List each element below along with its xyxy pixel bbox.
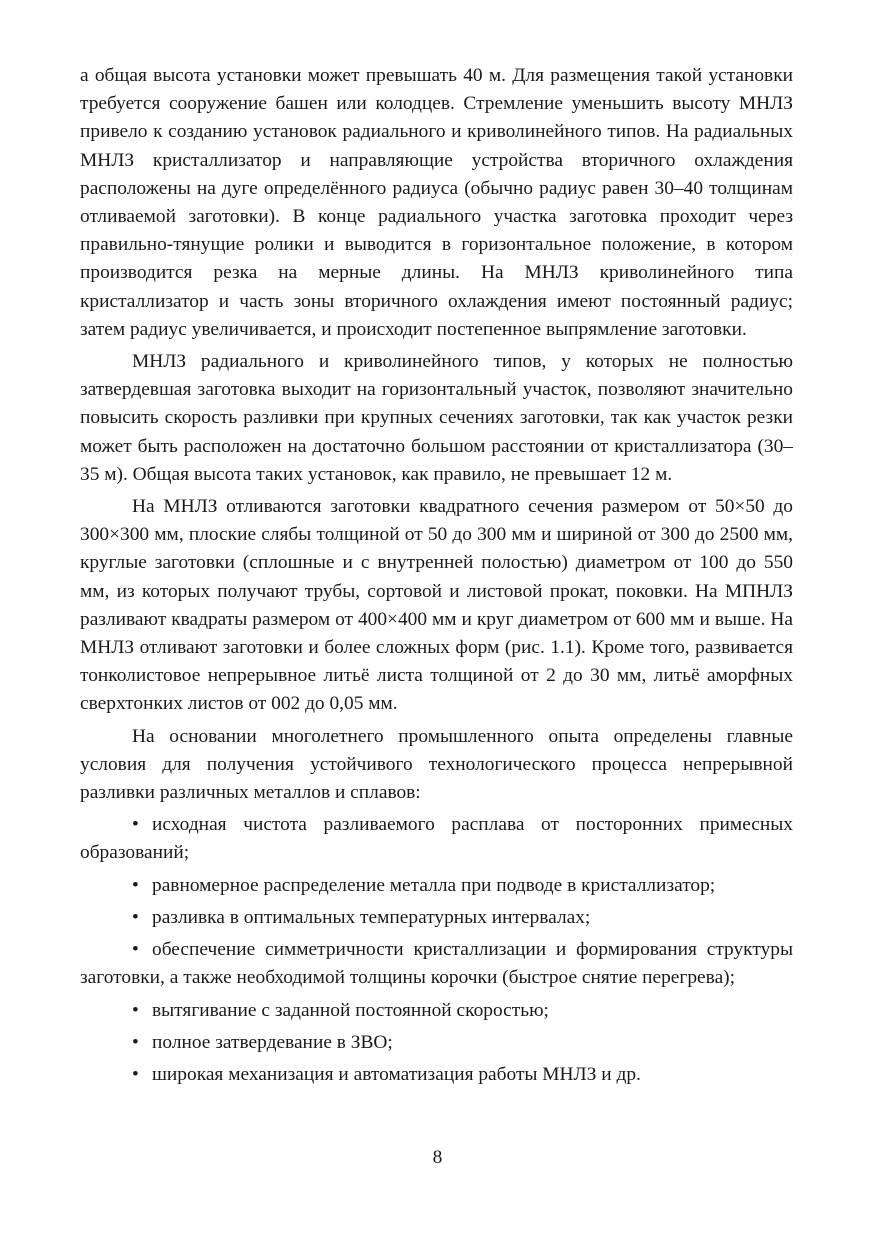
conditions-list [80,811,793,1089]
list-item-text: разливка в оптимальных температурных интервалах; [152,906,591,928]
list-item [80,936,793,992]
list-item-text: широкая механизация и автоматизация работы МНЛЗ и др. [152,1063,641,1085]
bullet-icon: • [132,939,139,961]
bullet-icon: • [132,814,139,836]
list-item-text: полное затвердевание в ЗВО; [152,1031,393,1053]
bullet-icon: • [132,874,139,896]
paragraph-continuation: а общая высота установки может превышать 40 м. Для размещения такой установки требуется сооружение башен или колодцев. Стремление уменьшить высоту МНЛЗ привело к созданию установок радиального и криволинейного типов. На радиальных МНЛЗ кристаллизатор и направляющие устройства вторичного охлаждения расположены на дуге определённого радиуса (обычно радиус равен 30–40 толщинам отливаемой заготовки). В конце радиального участка заготовка проходит через правильно-тянущие ролики и выводится в горизонтальное положение, в котором производится резка на мерные длины. На МНЛЗ криволинейного типа кристаллизатор и часть зоны вторичного охлаждения имеют постоянный радиус; затем радиус увеличивается, и происходит постепенное выпрямление заготовки. [80,65,793,340]
paragraph-billet-sizes: На МНЛЗ отливаются заготовки квадратного сечения размером от 50×50 до 300×300 мм, плоские слябы толщиной от 50 до 300 мм и шириной от 300 до 2500 мм, круглые заготовки (сплошные и с внутренней полостью) диаметром от 100 до 550 мм, из которых получают трубы, сортовой и листовой прокат, поковки. На МПНЛЗ разливают квадраты размером от 400×400 мм и круг диаметром от 600 мм и выше. На МНЛЗ отливают заготовки и более сложных форм (рис. 1.1). Кроме того, развивается тонколистовое непрерывное литьё листа толщиной от 2 до 30 мм, литьё аморфных сверхтонких листов от 002 до 0,05 мм. [80,496,793,715]
bullet-icon: • [132,1063,139,1085]
paragraph-radial-types: МНЛЗ радиального и криволинейного типов, у которых не полностью затвердевшая заготовка выходит на горизонтальный участок, позволяют значительно повысить скорость разливки при крупных сечениях заготовки, так как участок резки может быть расположен на достаточно большом расстоянии от кристаллизатора (30–35 м). Общая высота таких установок, как правило, не превышает 12 м. [80,351,793,485]
page-number: 8 [432,1147,443,1168]
page-body [80,62,793,1093]
list-item-text: равномерное распределение металла при подводе в кристаллизатор; [152,874,716,896]
list-item [80,811,793,867]
bullet-icon: • [132,999,139,1021]
list-item-text: обеспечение симметричности кристаллизации и формирования структуры заготовки, а также необходимой толщины корочки (быстрое снятие перегрева); [80,939,793,989]
list-item [80,1061,793,1089]
bullet-icon: • [132,1031,139,1053]
list-item [80,997,793,1025]
list-item [80,1029,793,1057]
list-item [80,904,793,932]
paragraph-conditions-intro: На основании многолетнего промышленного опыта определены главные условия для получения устойчивого технологического процесса непрерывной разливки различных металлов и сплавов: [80,725,793,804]
list-item-text: вытягивание с заданной постоянной скоростью; [152,999,549,1021]
list-item [80,872,793,900]
list-item-text: исходная чистота разливаемого расплава от посторонних примесных образований; [80,814,793,864]
bullet-icon: • [132,906,139,928]
